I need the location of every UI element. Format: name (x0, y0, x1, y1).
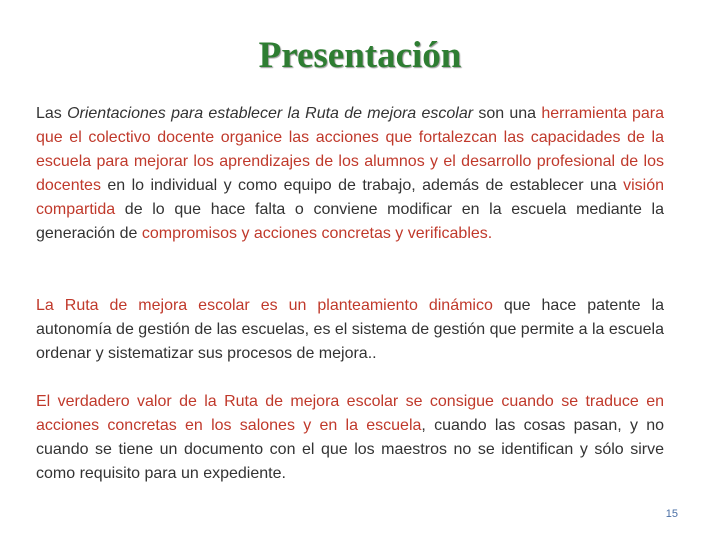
text-segment-highlight: visión compartida (36, 177, 664, 218)
text-segment-italic: Orientaciones para establecer la Ruta de mejora escolar (67, 105, 474, 122)
paragraph-valor (36, 390, 664, 486)
text-segment-highlight: El verdadero valor de la Ruta de mejora escolar se consigue cuando se traduce en acciones concretas en los salones y en la escuela (36, 393, 664, 434)
text-segment: Las (36, 105, 68, 122)
text-segment: en lo individual y como equipo de trabajo, además de establecer una (100, 177, 624, 194)
paragraph-intro (36, 102, 664, 246)
slide-title: Presentación (258, 35, 462, 76)
text-segment: , cuando las cosas pasan, y no cuando se tiene un documento con el que los maestros no se identifican y sólo sirve como requisito para un expediente. (36, 417, 664, 482)
text-segment: que hace patente la autonomía de gestión de las escuelas, es el sistema de gestión que permite a la escuela ordenar y sistematizar sus procesos de mejora.. (36, 297, 664, 362)
page-number: 15 (665, 508, 678, 520)
paragraph-ruta (36, 294, 664, 366)
text-segment: de lo que hace falta o conviene modificar en la escuela mediante la generación de (36, 201, 664, 242)
text-segment: son una (473, 105, 542, 122)
text-segment-highlight: La Ruta de mejora escolar es un planteamiento dinámico (36, 297, 493, 314)
text-segment-highlight: compromisos y acciones concretas y verificables. (141, 225, 493, 242)
text-segment-highlight: herramienta para que el colectivo docente organice las acciones que fortalezcan las capacidades de la escuela para mejorar los aprendizajes de los alumnos y el desarrollo profesional de los docentes (36, 105, 665, 194)
